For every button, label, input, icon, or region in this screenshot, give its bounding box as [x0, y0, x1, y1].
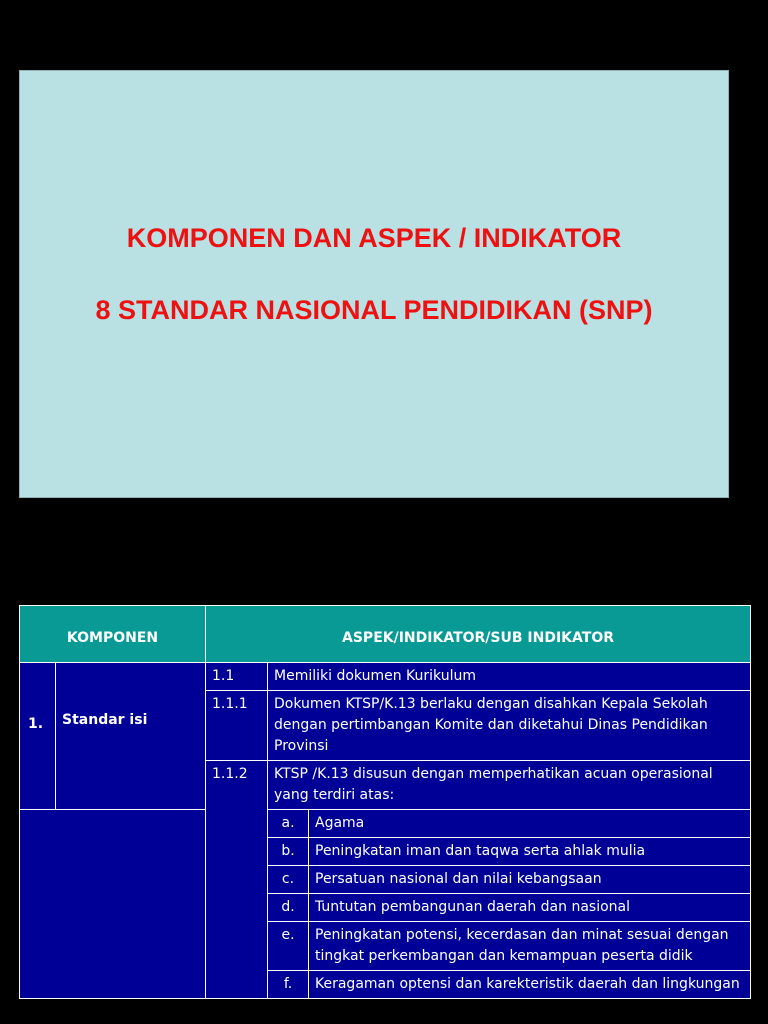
row-code: 1.1.1: [206, 691, 268, 761]
subitem-letter: c.: [268, 866, 309, 894]
row-code: 1.1: [206, 663, 268, 691]
snp-table: [19, 605, 751, 999]
subitem-text: Keragaman optensi dan karekteristik daerah dan lingkungan: [309, 971, 751, 999]
subitem-letter: d.: [268, 894, 309, 922]
table-row: [20, 663, 751, 691]
component-continuation: [20, 810, 206, 999]
row-text: Dokumen KTSP/K.13 berlaku dengan disahkan Kepala Sekolah dengan pertimbangan Komite dan diketahui Dinas Pendidikan Provinsi: [268, 691, 751, 761]
subitem-letter: b.: [268, 838, 309, 866]
row-text: KTSP /K.13 disusun dengan memperhatikan acuan operasional yang terdiri atas:: [268, 761, 751, 810]
subitem-text: Peningkatan potensi, kecerdasan dan minat sesuai dengan tingkat perkembangan dan kemampuan peserta didik: [309, 922, 751, 971]
subitem-letter: f.: [268, 971, 309, 999]
header-aspek: ASPEK/INDIKATOR/SUB INDIKATOR: [206, 606, 751, 663]
subitem-text: Agama: [309, 810, 751, 838]
table-row: [20, 810, 751, 838]
title-line-2: 8 STANDAR NASIONAL PENDIDIKAN (SNP): [95, 295, 653, 325]
subitem-text: Peningkatan iman dan taqwa serta ahlak mulia: [309, 838, 751, 866]
subitem-letter: e.: [268, 922, 309, 971]
subitem-text: Tuntutan pembangunan daerah dan nasional: [309, 894, 751, 922]
row-text: Memiliki dokumen Kurikulum: [268, 663, 751, 691]
component-name: Standar isi: [56, 663, 206, 810]
header-komponen: KOMPONEN: [20, 606, 206, 663]
component-number: 1.: [20, 663, 56, 810]
subitem-text: Persatuan nasional dan nilai kebangsaan: [309, 866, 751, 894]
title-slide: [19, 70, 729, 498]
title-line-1: KOMPONEN DAN ASPEK / INDIKATOR: [126, 223, 622, 253]
row-code: 1.1.2: [206, 761, 268, 999]
subitem-letter: a.: [268, 810, 309, 838]
table-header-row: [20, 606, 751, 663]
